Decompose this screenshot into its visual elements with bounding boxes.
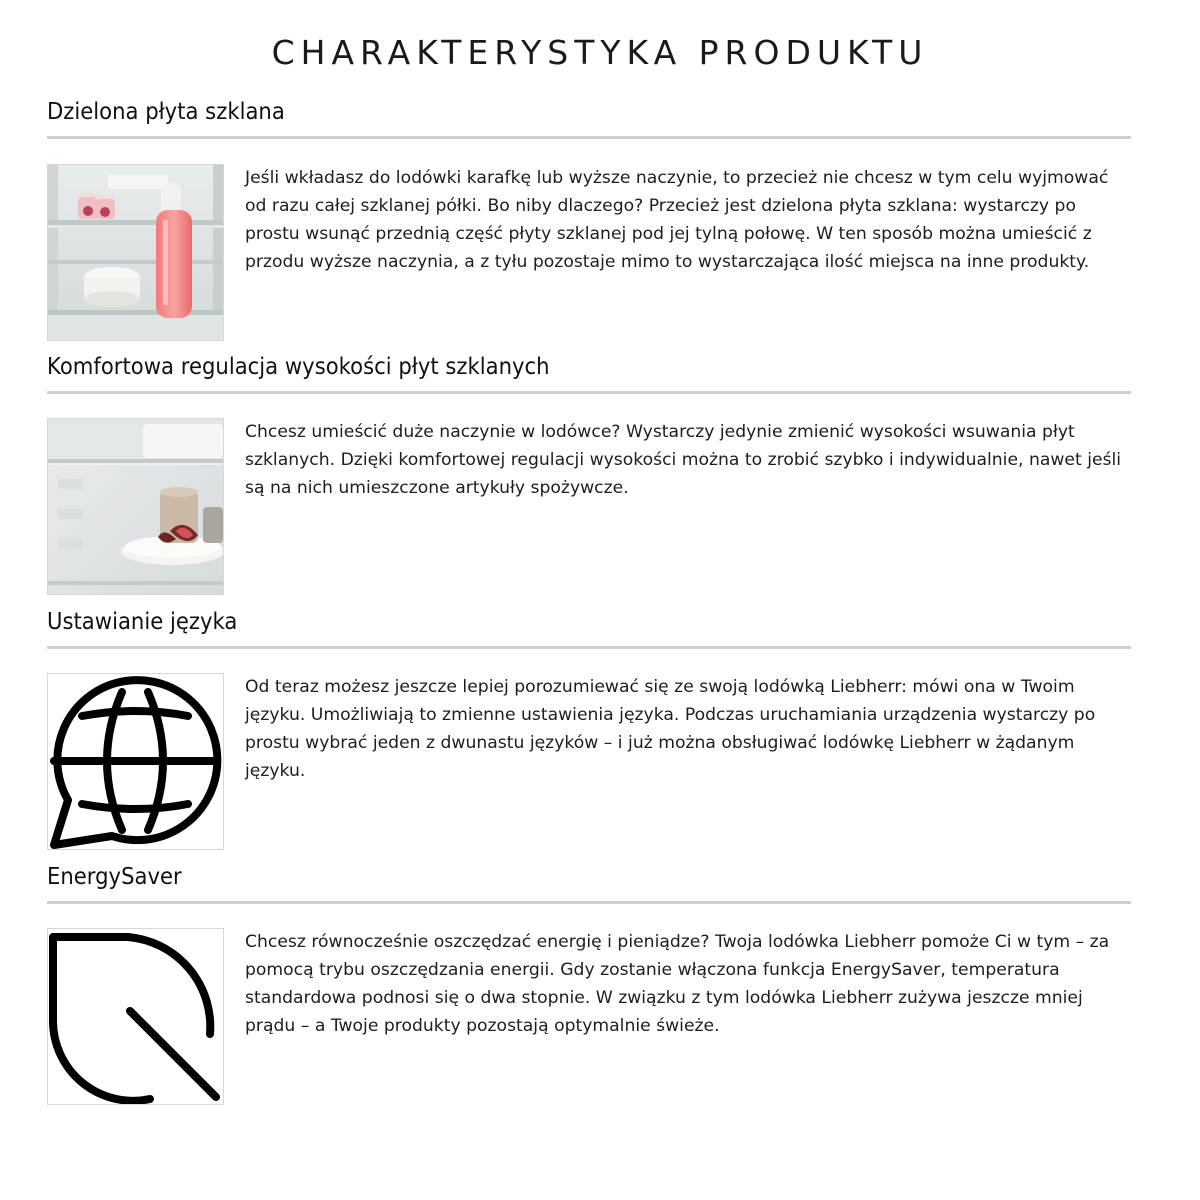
section-description: Od teraz możesz jeszcze lepiej porozumiewać się ze swoją lodówką Liebherr: mówi ona w Twoim języku. Umożliwiają to zmienne ustawienia języka. Podczas uruchamiania urządzenia wystarczy po prostu wybrać jeden z dwunastu języków – i już można obsługiwać lodówkę Liebherr w żądanym języku. xyxy=(245,677,1096,781)
section-divider xyxy=(47,391,1131,394)
feature-section-energysaver xyxy=(47,860,1131,1106)
section-divider xyxy=(47,646,1131,649)
fridge-shelf-cheese-photo xyxy=(47,418,224,595)
section-heading: EnergySaver xyxy=(47,864,182,890)
feature-section-split-glass-shelf xyxy=(47,95,1131,342)
feature-section-language xyxy=(47,605,1131,851)
section-divider xyxy=(47,901,1131,904)
section-heading: Ustawianie języka xyxy=(47,609,238,635)
section-body xyxy=(47,673,1131,851)
page-title: CHARAKTERYSTYKA PRODUKTU xyxy=(271,33,929,72)
section-body xyxy=(47,164,1131,342)
section-heading: Dzielona płyta szklana xyxy=(47,99,285,125)
section-body xyxy=(47,418,1131,596)
energy-saver-leaf-icon xyxy=(47,928,224,1105)
section-divider xyxy=(47,136,1131,139)
section-description: Chcesz równocześnie oszczędzać energię i pieniądze? Twoja lodówka Liebherr pomoże Ci w tym – za pomocą trybu oszczędzania energii. Gdy zostanie włączona funkcja EnergySaver, temperatura standardowa podnosi się o dwa stopnie. W związku z tym lodówka Liebherr zużywa jeszcze mniej prądu – a Twoje produkty pozostają optymalnie świeże. xyxy=(245,932,1110,1036)
globe-speech-bubble-icon xyxy=(47,673,224,850)
feature-section-height-adjust xyxy=(47,350,1131,596)
fridge-shelf-carafe-photo xyxy=(47,164,224,341)
section-body xyxy=(47,928,1131,1106)
section-description: Jeśli wkładasz do lodówki karafkę lub wyższe naczynie, to przecież nie chcesz w tym celu wyjmować od razu całej szklanej półki. Bo niby dlaczego? Przecież jest dzielona płyta szklana: wystarczy po prostu wsunąć przednią część płyty szklanej pod jej tylną połowę. W ten sposób można umieścić z przodu wyższe naczynia, a z tyłu pozostaje mimo to wystarczająca ilość miejsca na inne produkty. xyxy=(245,168,1109,272)
section-description: Chcesz umieścić duże naczynie w lodówce? Wystarczy jedynie zmienić wysokości wsuwania płyt szklanych. Dzięki komfortowej regulacji wysokości można to zrobić szybko i indywidualnie, nawet jeśli są na nich umieszczone artykuły spożywcze. xyxy=(245,422,1122,498)
section-heading: Komfortowa regulacja wysokości płyt szklanych xyxy=(47,354,550,380)
